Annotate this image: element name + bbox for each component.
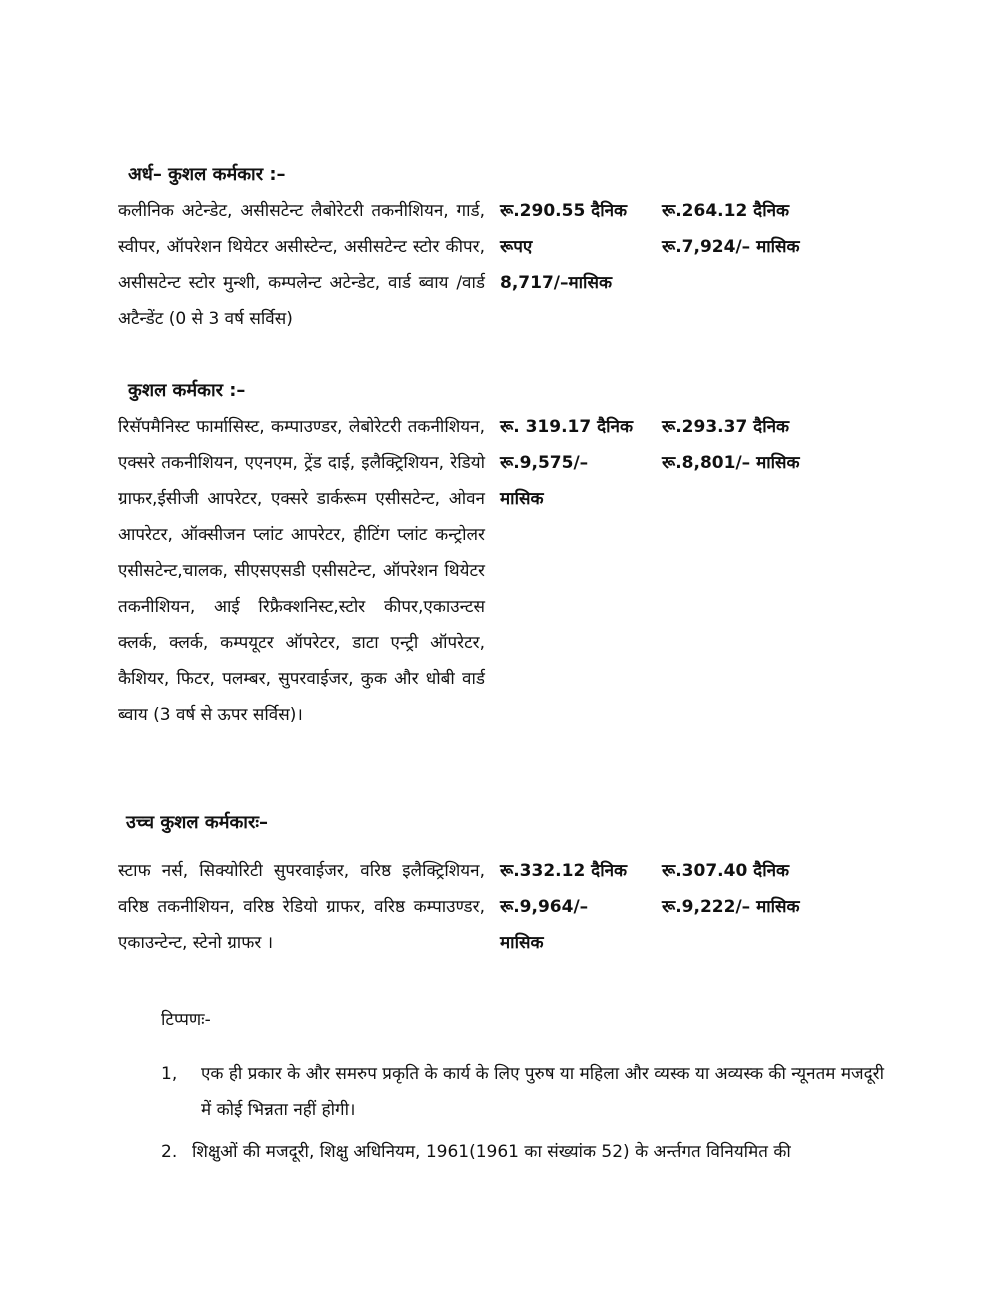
rate-b-line: रू.9,222/– मासिक [662, 897, 800, 917]
rate-a-line: मासिक [500, 933, 544, 953]
rate-a-line: मासिक [500, 489, 544, 509]
rate-a-line: 8,717/–मासिक [500, 273, 613, 293]
rate-a-line: रू.9,964/– [500, 897, 589, 917]
rate-b-line: रू.307.40 दैनिक [662, 861, 790, 881]
section-description-semi-skilled: कलीनिक अटेन्डेट, असीसटेन्ट लैबोरेटरी तकनीशियन, गार्ड, स्वीपर, ऑपरेशन थियेटर असीस्टेन्ट, असीसटेन्ट स्टोर कीपर, असीसटेन्ट स्टोर मुन्शी, कम्पलेन्ट अटेन्डेट, वार्ड ब्वाय /वार्ड अटैन्डेंट (0 से 3 वर्ष सर्विस) [118, 201, 485, 329]
note-item-2 [161, 1134, 891, 1170]
note-text: एक ही प्रकार के और समरुप प्रकृति के कार्य के लिए पुरुष या महिला और व्यस्क या अव्यस्क की न्यूनतम मजदूरी में कोई भिन्नता नहीं होगी। [201, 1064, 885, 1120]
rate-b-line: रू.293.37 दैनिक [662, 417, 790, 437]
section-heading-semi-skilled: अर्ध– कुशल कर्मकार :– [128, 164, 286, 185]
section-heading-skilled: कुशल कर्मकार :– [128, 380, 246, 401]
section-heading-highly-skilled: उच्च कुशल कर्मकारः– [126, 812, 268, 833]
note-number: 2. [161, 1142, 178, 1162]
note-number: 1, [161, 1064, 178, 1084]
rate-a-line: रू.332.12 दैनिक [500, 861, 628, 881]
note-text: शिक्षुओं की मजदूरी, शिक्षु अधिनियम, 1961(1961 का संख्यांक 52) के अर्न्तगत विनियमित की [192, 1142, 791, 1162]
rate-b-line: रू.264.12 दैनिक [662, 201, 790, 221]
rate-a-line: रू.9,575/– [500, 453, 589, 473]
rate-a-line: रू. 319.17 दैनिक [500, 417, 634, 437]
rate-b-line: रू.8,801/– मासिक [662, 453, 800, 473]
notes-title: टिप्पणः- [161, 1010, 211, 1030]
section-description-highly-skilled: स्टाफ नर्स, सिक्योरिटी सुपरवाईजर, वरिष्ठ इलैक्ट्रिशियन, वरिष्ठ तकनीशियन, वरिष्ठ रेडियो ग्राफर, वरिष्ठ कम्पाउण्डर, एकाउन्टेन्ट, स्टेनो ग्राफर । [118, 861, 485, 953]
rate-a-line: रूपए [500, 237, 533, 257]
note-item-1 [161, 1056, 891, 1128]
rate-a-line: रू.290.55 दैनिक [500, 201, 628, 221]
section-description-skilled: रिसॅपमैनिस्ट फार्मासिस्ट, कम्पाउण्डर, लेबोरेटरी तकनीशियन, एक्सरे तकनीशियन, एएनएम, ट्रेंड दाई, इलैक्ट्रिशियन, रेडियो ग्राफर,ईसीजी आपरेटर, एक्सरे डार्करूम एसीसटेन्ट, ओवन आपरेटर, ऑक्सीजन प्लांट आपरेटर, हीटिंग प्लांट कन्ट्रोलर एसीसटेन्ट,चालक, सीएसएसडी एसीसटेन्ट, ऑपरेशन थियेटर तकनीशियन, आई रिफ्रैक्शनिस्ट,स्टोर कीपर,एकाउन्टस क्लर्क, क्लर्क, कम्पयूटर ऑपरेटर, डाटा एन्ट्री ऑपरेटर, कैशियर, फिटर, पलम्बर, सुपरवाईजर, कुक और धोबी वार्ड ब्वाय (3 वर्ष से ऊपर सर्विस)। [118, 417, 485, 725]
rate-b-line: रू.7,924/– मासिक [662, 237, 800, 257]
